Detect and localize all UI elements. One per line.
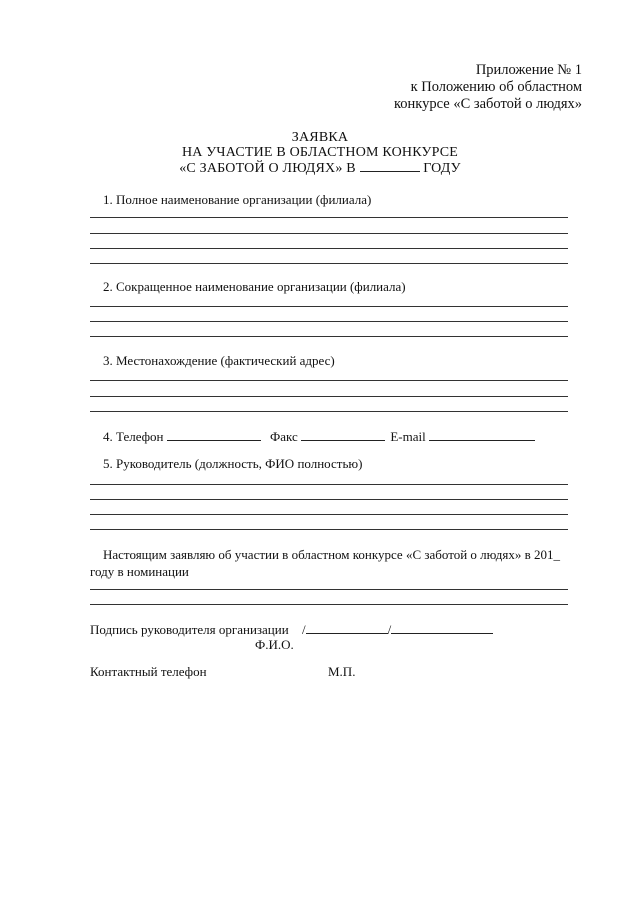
nomination-line-2[interactable] bbox=[90, 604, 568, 605]
signature-field[interactable] bbox=[306, 621, 388, 634]
short-name-line-3[interactable] bbox=[90, 336, 568, 337]
appendix-header bbox=[394, 62, 582, 113]
slash-2: / bbox=[387, 622, 392, 637]
appendix-regulation: к Положению об областном bbox=[410, 79, 582, 95]
full-name-line-2[interactable] bbox=[90, 233, 568, 234]
fio-caption: Ф.И.О. bbox=[255, 637, 294, 652]
director-label: 5. Руководитель (должность, ФИО полностью) bbox=[103, 456, 363, 471]
title-line-2: НА УЧАСТИЕ В ОБЛАСТНОМ КОНКУРСЕ bbox=[181, 145, 459, 160]
title-line-3 bbox=[0, 160, 640, 176]
nomination-line-1[interactable] bbox=[90, 589, 568, 590]
year-blank[interactable] bbox=[360, 160, 420, 172]
email-label: E-mail bbox=[390, 429, 426, 444]
location-label: 3. Местонахождение (фактический адрес) bbox=[103, 353, 335, 368]
short-name-line-2[interactable] bbox=[90, 321, 568, 322]
participation-statement: Настоящим заявляю об участии в областном конкурсе «С заботой о людях» в 201_ году в номинации bbox=[90, 547, 560, 579]
form-title bbox=[0, 130, 640, 176]
title-line-1: ЗАЯВКА bbox=[291, 130, 349, 145]
location-line-2[interactable] bbox=[90, 396, 568, 397]
fio-field[interactable] bbox=[391, 621, 493, 634]
phone-label: 4. Телефон bbox=[103, 429, 164, 444]
director-line-2[interactable] bbox=[90, 499, 568, 500]
contact-phone-label: Контактный телефон bbox=[90, 664, 207, 679]
location-line-1[interactable] bbox=[90, 380, 568, 381]
appendix-number: Приложение № 1 bbox=[475, 62, 582, 78]
fax-label: Факс bbox=[270, 429, 298, 444]
director-line-3[interactable] bbox=[90, 514, 568, 515]
director-line-4[interactable] bbox=[90, 529, 568, 530]
full-name-line-1[interactable] bbox=[90, 217, 568, 218]
signature-label: Подпись руководителя организации bbox=[90, 622, 289, 637]
slash-1: / bbox=[301, 622, 306, 637]
full-name-label: 1. Полное наименование организации (филиала) bbox=[103, 192, 372, 207]
full-name-line-4[interactable] bbox=[90, 263, 568, 264]
email-field[interactable] bbox=[429, 428, 535, 441]
phone-field[interactable] bbox=[167, 428, 261, 441]
appendix-contest: конкурсе «С заботой о людях» bbox=[393, 96, 582, 112]
full-name-line-3[interactable] bbox=[90, 248, 568, 249]
signature-row bbox=[90, 621, 493, 638]
stamp-place-label: М.П. bbox=[328, 664, 356, 679]
location-line-3[interactable] bbox=[90, 411, 568, 412]
short-name-label: 2. Сокращенное наименование организации (филиала) bbox=[103, 279, 406, 294]
director-line-1[interactable] bbox=[90, 484, 568, 485]
contacts-row bbox=[103, 428, 535, 445]
short-name-line-1[interactable] bbox=[90, 306, 568, 307]
fax-field[interactable] bbox=[301, 428, 385, 441]
title-line-3-suffix: ГОДУ bbox=[423, 161, 461, 176]
title-line-3-prefix: «С ЗАБОТОЙ О ЛЮДЯХ» В bbox=[179, 161, 356, 176]
